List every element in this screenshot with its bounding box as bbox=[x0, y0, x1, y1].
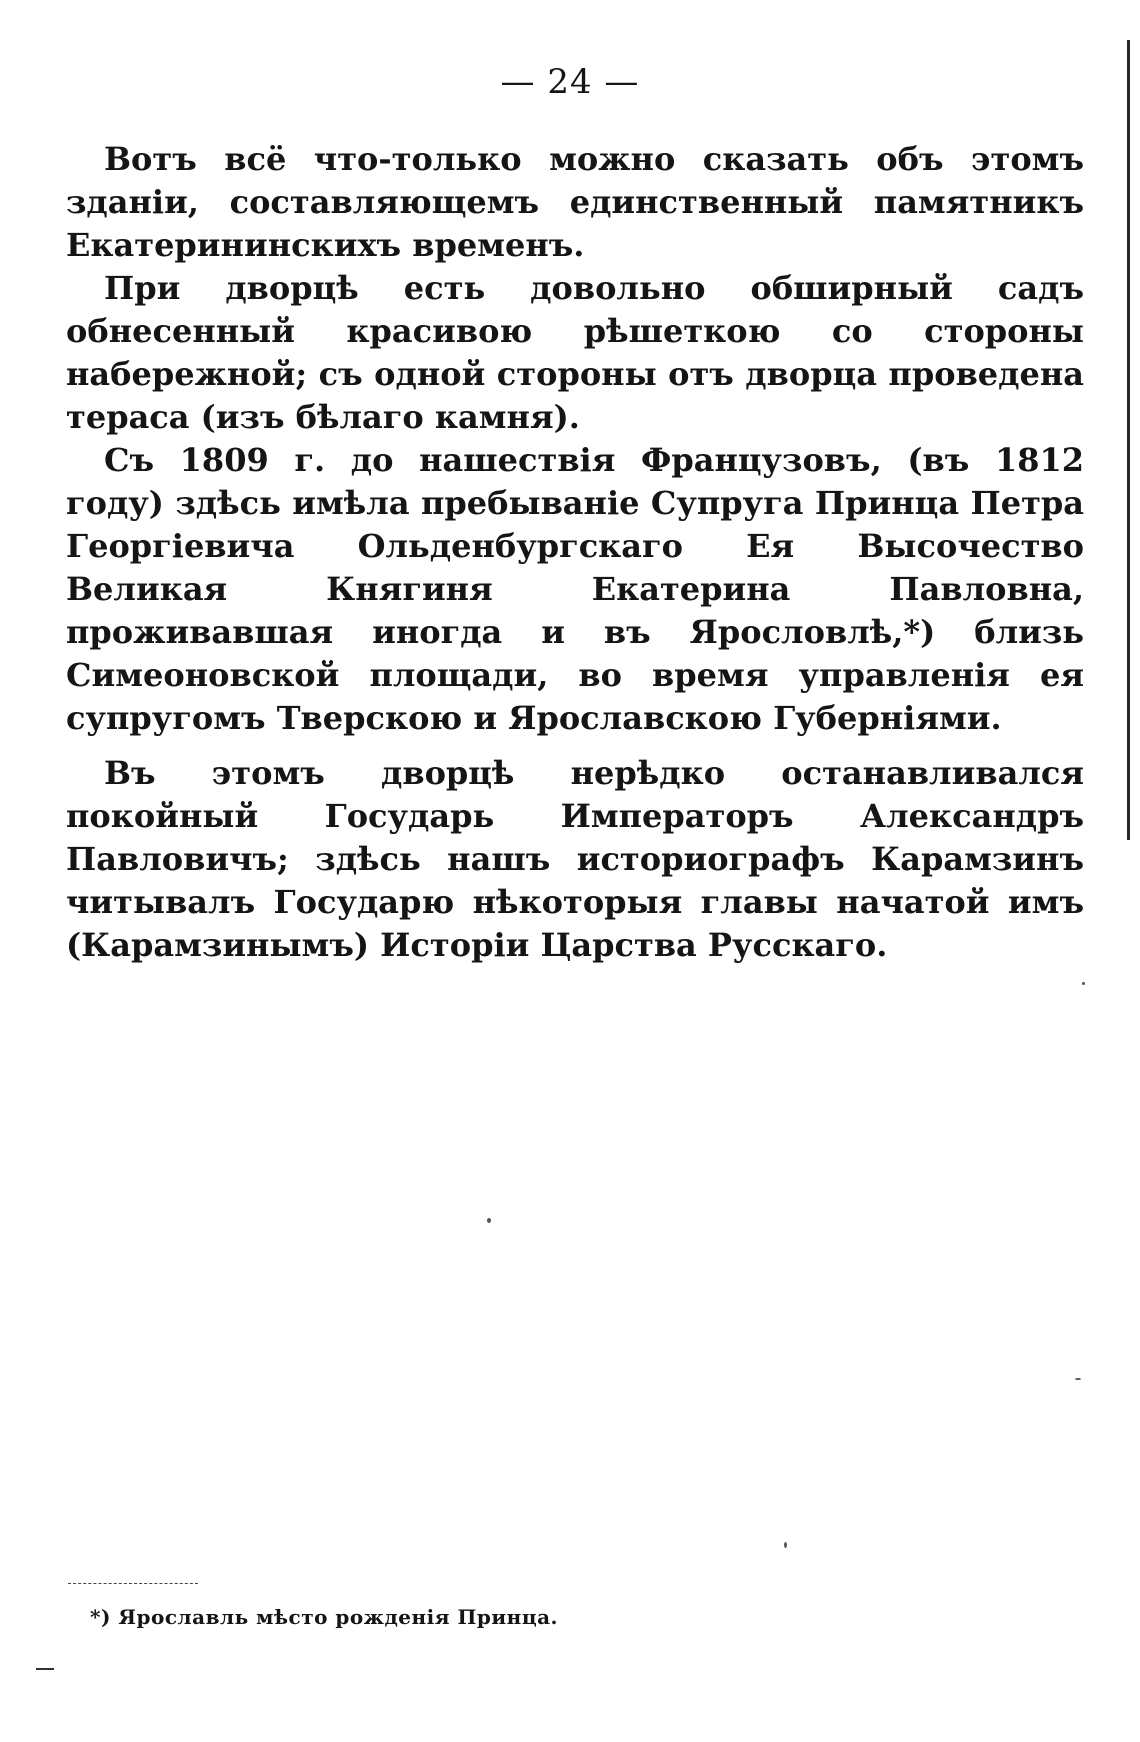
scan-edge-line bbox=[1127, 40, 1130, 840]
footnote: *) Ярославль мѣсто рожденiя Принца. bbox=[90, 1605, 559, 1629]
body-text bbox=[66, 138, 1084, 967]
paragraph-4: Въ этомъ дворцѣ нерѣдко останавливался покойный Государь Императоръ Александръ Павловичъ; здѣсь нашъ историографъ Карамзинъ читывалъ Государю нѣкоторыя главы начатой имъ (Карамзинымъ) Исторiи Царства Русскаго. bbox=[66, 754, 1084, 964]
paragraph-1: Вотъ всё что-только можно сказать объ этомъ зданiи, составляющемъ единственный памятникъ Екатерининскихъ временъ. bbox=[66, 140, 1084, 264]
footnote-divider bbox=[68, 1583, 198, 1584]
scan-speck bbox=[1075, 1378, 1081, 1380]
paragraph-3: Съ 1809 г. до нашествiя Французовъ, (въ 1812 году) здѣсь имѣла пребыванiе Супруга Принца Петра Георгiевича Ольденбургскаго Ея Высочество Великая Княгиня Екатерина Павловна, проживавшая иногда и въ Ярословлѣ,*) близь Симеоновской площади, во время управленiя ея супругомъ Тверскою и Ярославскою Губернiями. bbox=[66, 441, 1084, 737]
paragraph-2: При дворцѣ есть довольно обширный садъ обнесенный красивою рѣшеткою со стороны набережной; съ одной стороны отъ дворца проведена тераса (изъ бѣлаго камня). bbox=[66, 269, 1084, 436]
scan-speck bbox=[487, 1218, 491, 1223]
scan-speck bbox=[784, 1542, 787, 1548]
scan-dash-mark bbox=[36, 1668, 54, 1670]
page-number: — 24 — bbox=[500, 62, 640, 102]
scan-speck bbox=[1082, 982, 1085, 985]
